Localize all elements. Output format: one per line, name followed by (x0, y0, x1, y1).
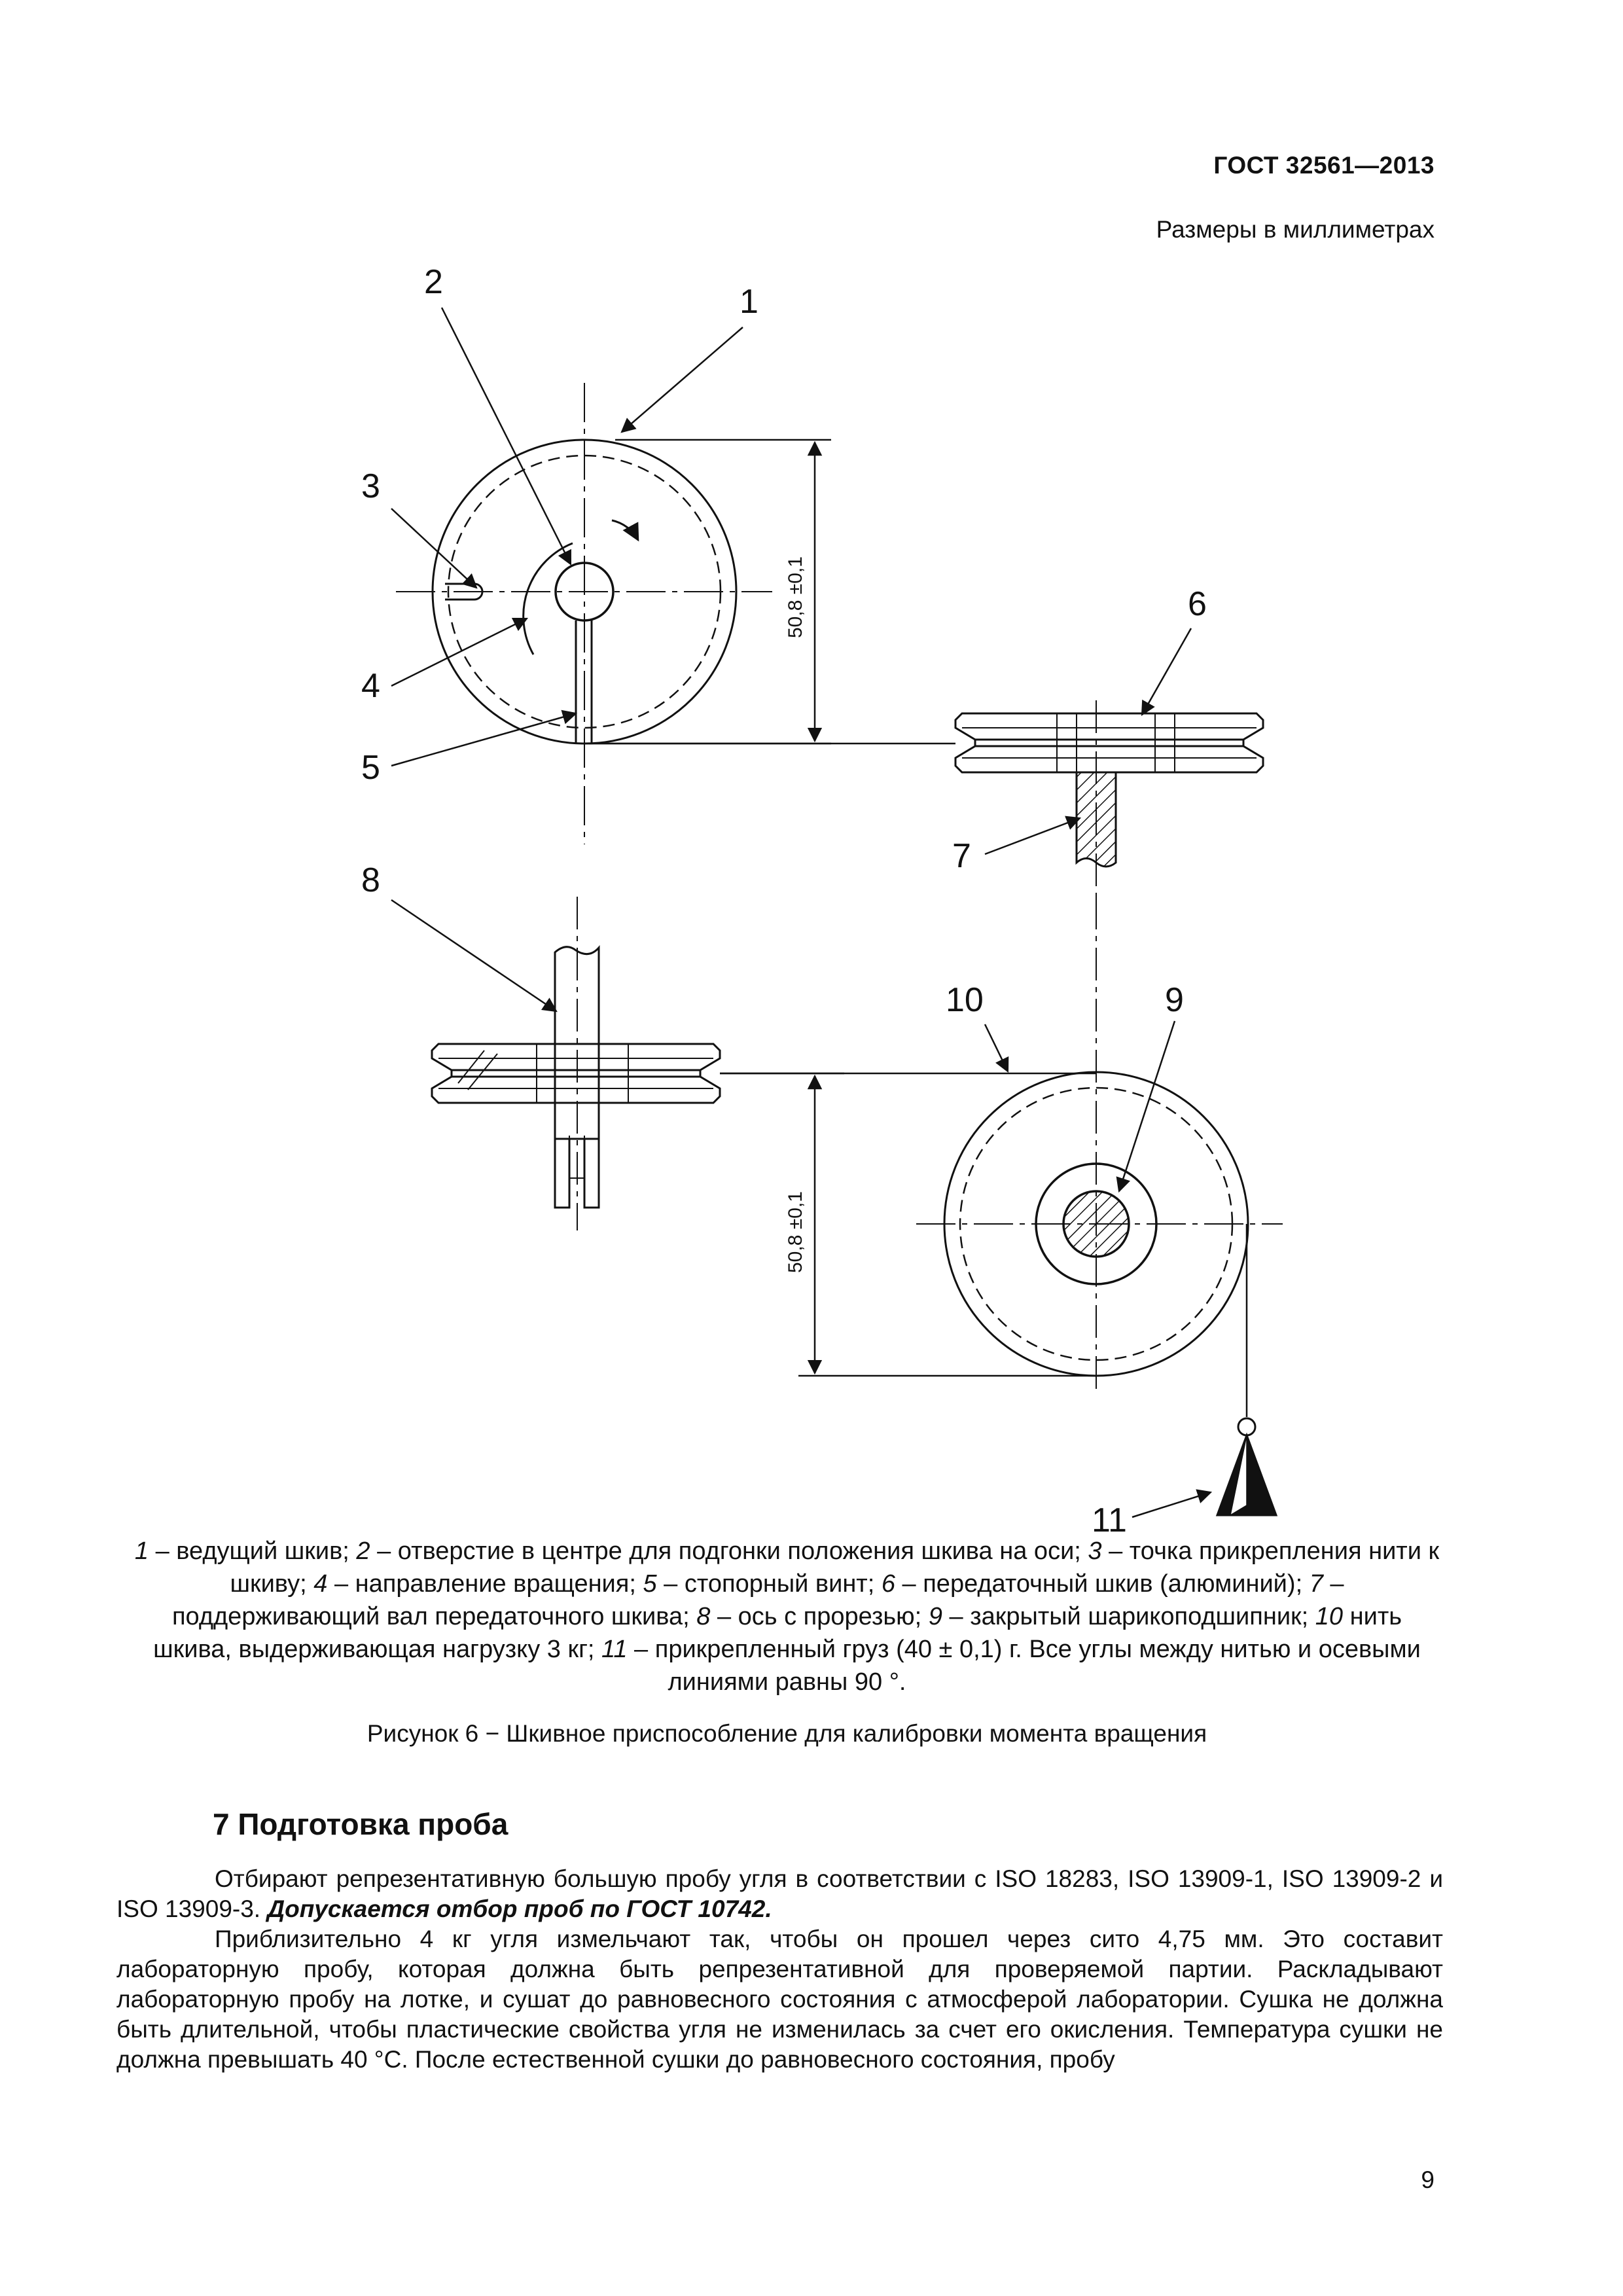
callout-5: 5 (361, 749, 380, 787)
legend-text: – прикрепленный груз (40 ± 0,1) г. Все углы между нитью и осевыми линиями равны 90 °. (627, 1636, 1421, 1696)
callout-2: 2 (424, 263, 443, 301)
legend-text: – поддерживающий вал передаточного шкива; (171, 1570, 1344, 1630)
callout-7: 7 (952, 837, 971, 875)
legend-num: 6 (881, 1570, 895, 1598)
paragraph-2: Приблизительно 4 кг угля измельчают так, чтобы он прошел через сито 4,75 мм. Это составит лабораторную пробу, которая должна быть репрезентативной для проверяемой партии. Раскладывают лабораторную пробу на лотке, и сушат до равновесного состояния с атмосферой лаборатории. Сушка не должна быть длительной, чтобы пластические свойства угля не изменилась за счет его окисления. Температура сушки не должна превышать 40 °C. После естественной сушки до равновесного состояния, пробу (116, 1926, 1443, 2073)
figure-legend (131, 1535, 1443, 1698)
callout-3: 3 (361, 467, 380, 505)
callout-11: 11 (1092, 1501, 1127, 1539)
legend-text: – стопорный винт; (656, 1570, 882, 1598)
section-body (116, 1864, 1443, 2075)
legend-text: – закрытый шарикоподшипник; (942, 1603, 1315, 1630)
callout-6: 6 (1188, 585, 1207, 623)
section-title: 7 Подготовка проба (213, 1807, 508, 1841)
legend-text: – отверстие в центре для подгонки положения шкива на оси; (370, 1537, 1088, 1565)
paragraph-1-emphasis: Допускается отбор проб по ГОСТ 10742. (267, 1895, 772, 1922)
figure-caption: Рисунок 6 − Шкивное приспособление для калибровки момента вращения (366, 1720, 1207, 1747)
callout-10: 10 (946, 981, 984, 1019)
standard-number: ГОСТ 32561—2013 (1213, 152, 1435, 179)
paragraph-1-text: Отбирают репрезентативную большую пробу угля в соответствии с ISO 18283, ISO 13909-1, ISO 13909-2 и ISO 13909-3. (116, 1865, 1443, 1922)
legend-num: 2 (356, 1537, 370, 1565)
callout-9: 9 (1165, 981, 1184, 1019)
legend-num: 9 (928, 1603, 942, 1630)
legend-text: – ведущий шкив; (149, 1537, 357, 1565)
leader-lines (391, 308, 1211, 1517)
dimension-bottom-label: 50,8 ±0,1 (785, 1191, 806, 1273)
driving-pulley (396, 383, 772, 844)
legend-num: 3 (1088, 1537, 1102, 1565)
legend-num: 4 (313, 1570, 328, 1598)
bearing-pulley (916, 1072, 1283, 1376)
axle-pulley (432, 1044, 720, 1103)
legend-text: – ось с прорезью; (710, 1603, 929, 1630)
legend-num: 5 (643, 1570, 657, 1598)
slotted-axle (555, 897, 599, 1230)
legend-text: – передаточный шкив (алюминий); (895, 1570, 1310, 1598)
legend-num: 11 (601, 1636, 628, 1663)
callout-8: 8 (361, 861, 380, 899)
legend-num: 10 (1315, 1603, 1344, 1630)
legend-text: – точка прикрепления нити к шкиву; (230, 1537, 1440, 1598)
dimension-top-label: 50,8 ±0,1 (785, 556, 806, 638)
dimensions-note: Размеры в миллиметрах (1156, 216, 1435, 243)
legend-num: 7 (1309, 1570, 1323, 1598)
legend-num: 1 (134, 1537, 149, 1565)
legend-text: – направление вращения; (327, 1570, 643, 1598)
callout-4: 4 (361, 667, 380, 705)
support-shaft (1077, 772, 1116, 867)
page-number: 9 (1421, 2166, 1435, 2193)
callout-1: 1 (740, 283, 758, 321)
paragraph-1 (116, 1864, 1443, 1924)
legend-text: нить шкива, выдерживающая нагрузку 3 кг; (153, 1603, 1402, 1663)
legend-num: 8 (696, 1603, 711, 1630)
weight (1217, 1224, 1276, 1515)
